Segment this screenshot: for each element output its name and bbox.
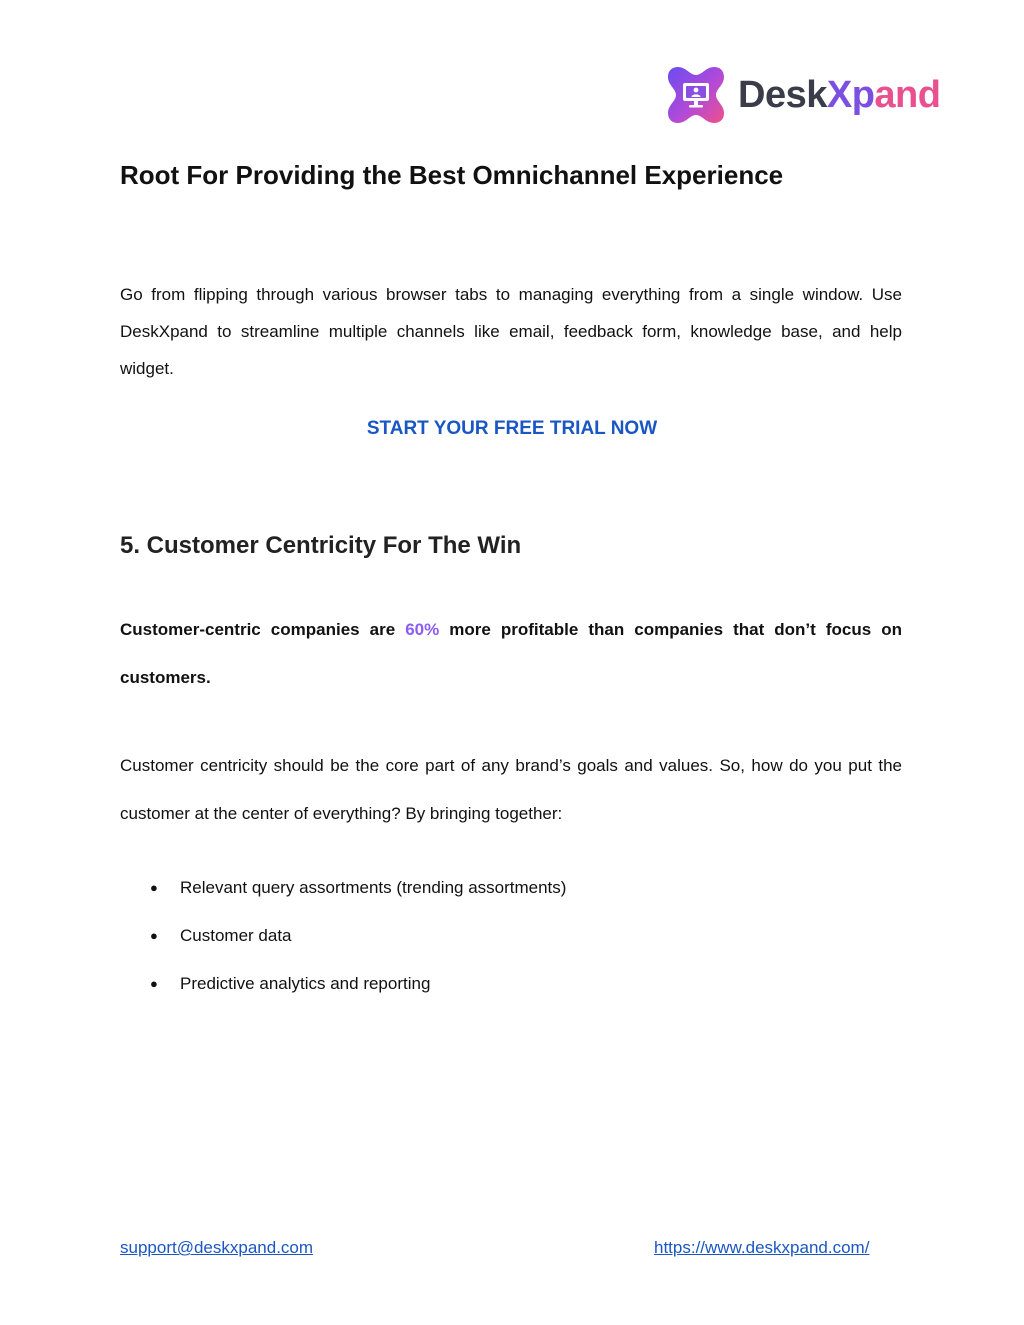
bullet-icon: ● (150, 976, 158, 991)
page-title: Root For Providing the Best Omnichannel Experience (120, 160, 784, 190)
centricity-paragraph: Customer centricity should be the core part of any brand’s goals and values. So, how do you put the customer at the center of everything? By bringing together: (120, 756, 902, 823)
stat-paragraph (120, 606, 902, 702)
bullet-icon: ● (150, 880, 158, 895)
brand-name-part-and: and (874, 73, 941, 116)
list-item (120, 876, 566, 924)
intro-paragraph: Go from flipping through various browser tabs to managing everything from a single window. Use DeskXpand to streamline multiple channels like email, feedback form, knowledge base, and help widget. (120, 285, 902, 378)
section-heading: 5. Customer Centricity For The Win (120, 532, 522, 559)
stat-highlight: 60% (405, 620, 440, 639)
bullet-list (120, 876, 566, 1020)
stat-text-before: Customer-centric companies are (120, 620, 406, 639)
list-item-text: Customer data (180, 926, 292, 945)
brand-name-part-desk: Desk (738, 73, 827, 116)
bullet-icon: ● (150, 928, 158, 943)
list-item (120, 972, 566, 1020)
stat-text-after: more profitable than companies that don’t focus on customers. (120, 620, 902, 687)
website-link[interactable]: https://www.deskxpand.com/ (654, 1238, 870, 1257)
brand-name (738, 74, 940, 117)
brand-logo (664, 60, 944, 130)
deskxpand-logo-icon (664, 63, 728, 127)
brand-name-part-xp: Xp (826, 73, 875, 116)
support-email-link[interactable]: support@deskxpand.com (120, 1238, 314, 1257)
free-trial-link[interactable]: START YOUR FREE TRIAL NOW (366, 418, 658, 439)
list-item-text: Relevant query assortments (trending assortments) (180, 878, 567, 897)
list-item-text: Predictive analytics and reporting (180, 974, 431, 993)
list-item (120, 924, 566, 972)
